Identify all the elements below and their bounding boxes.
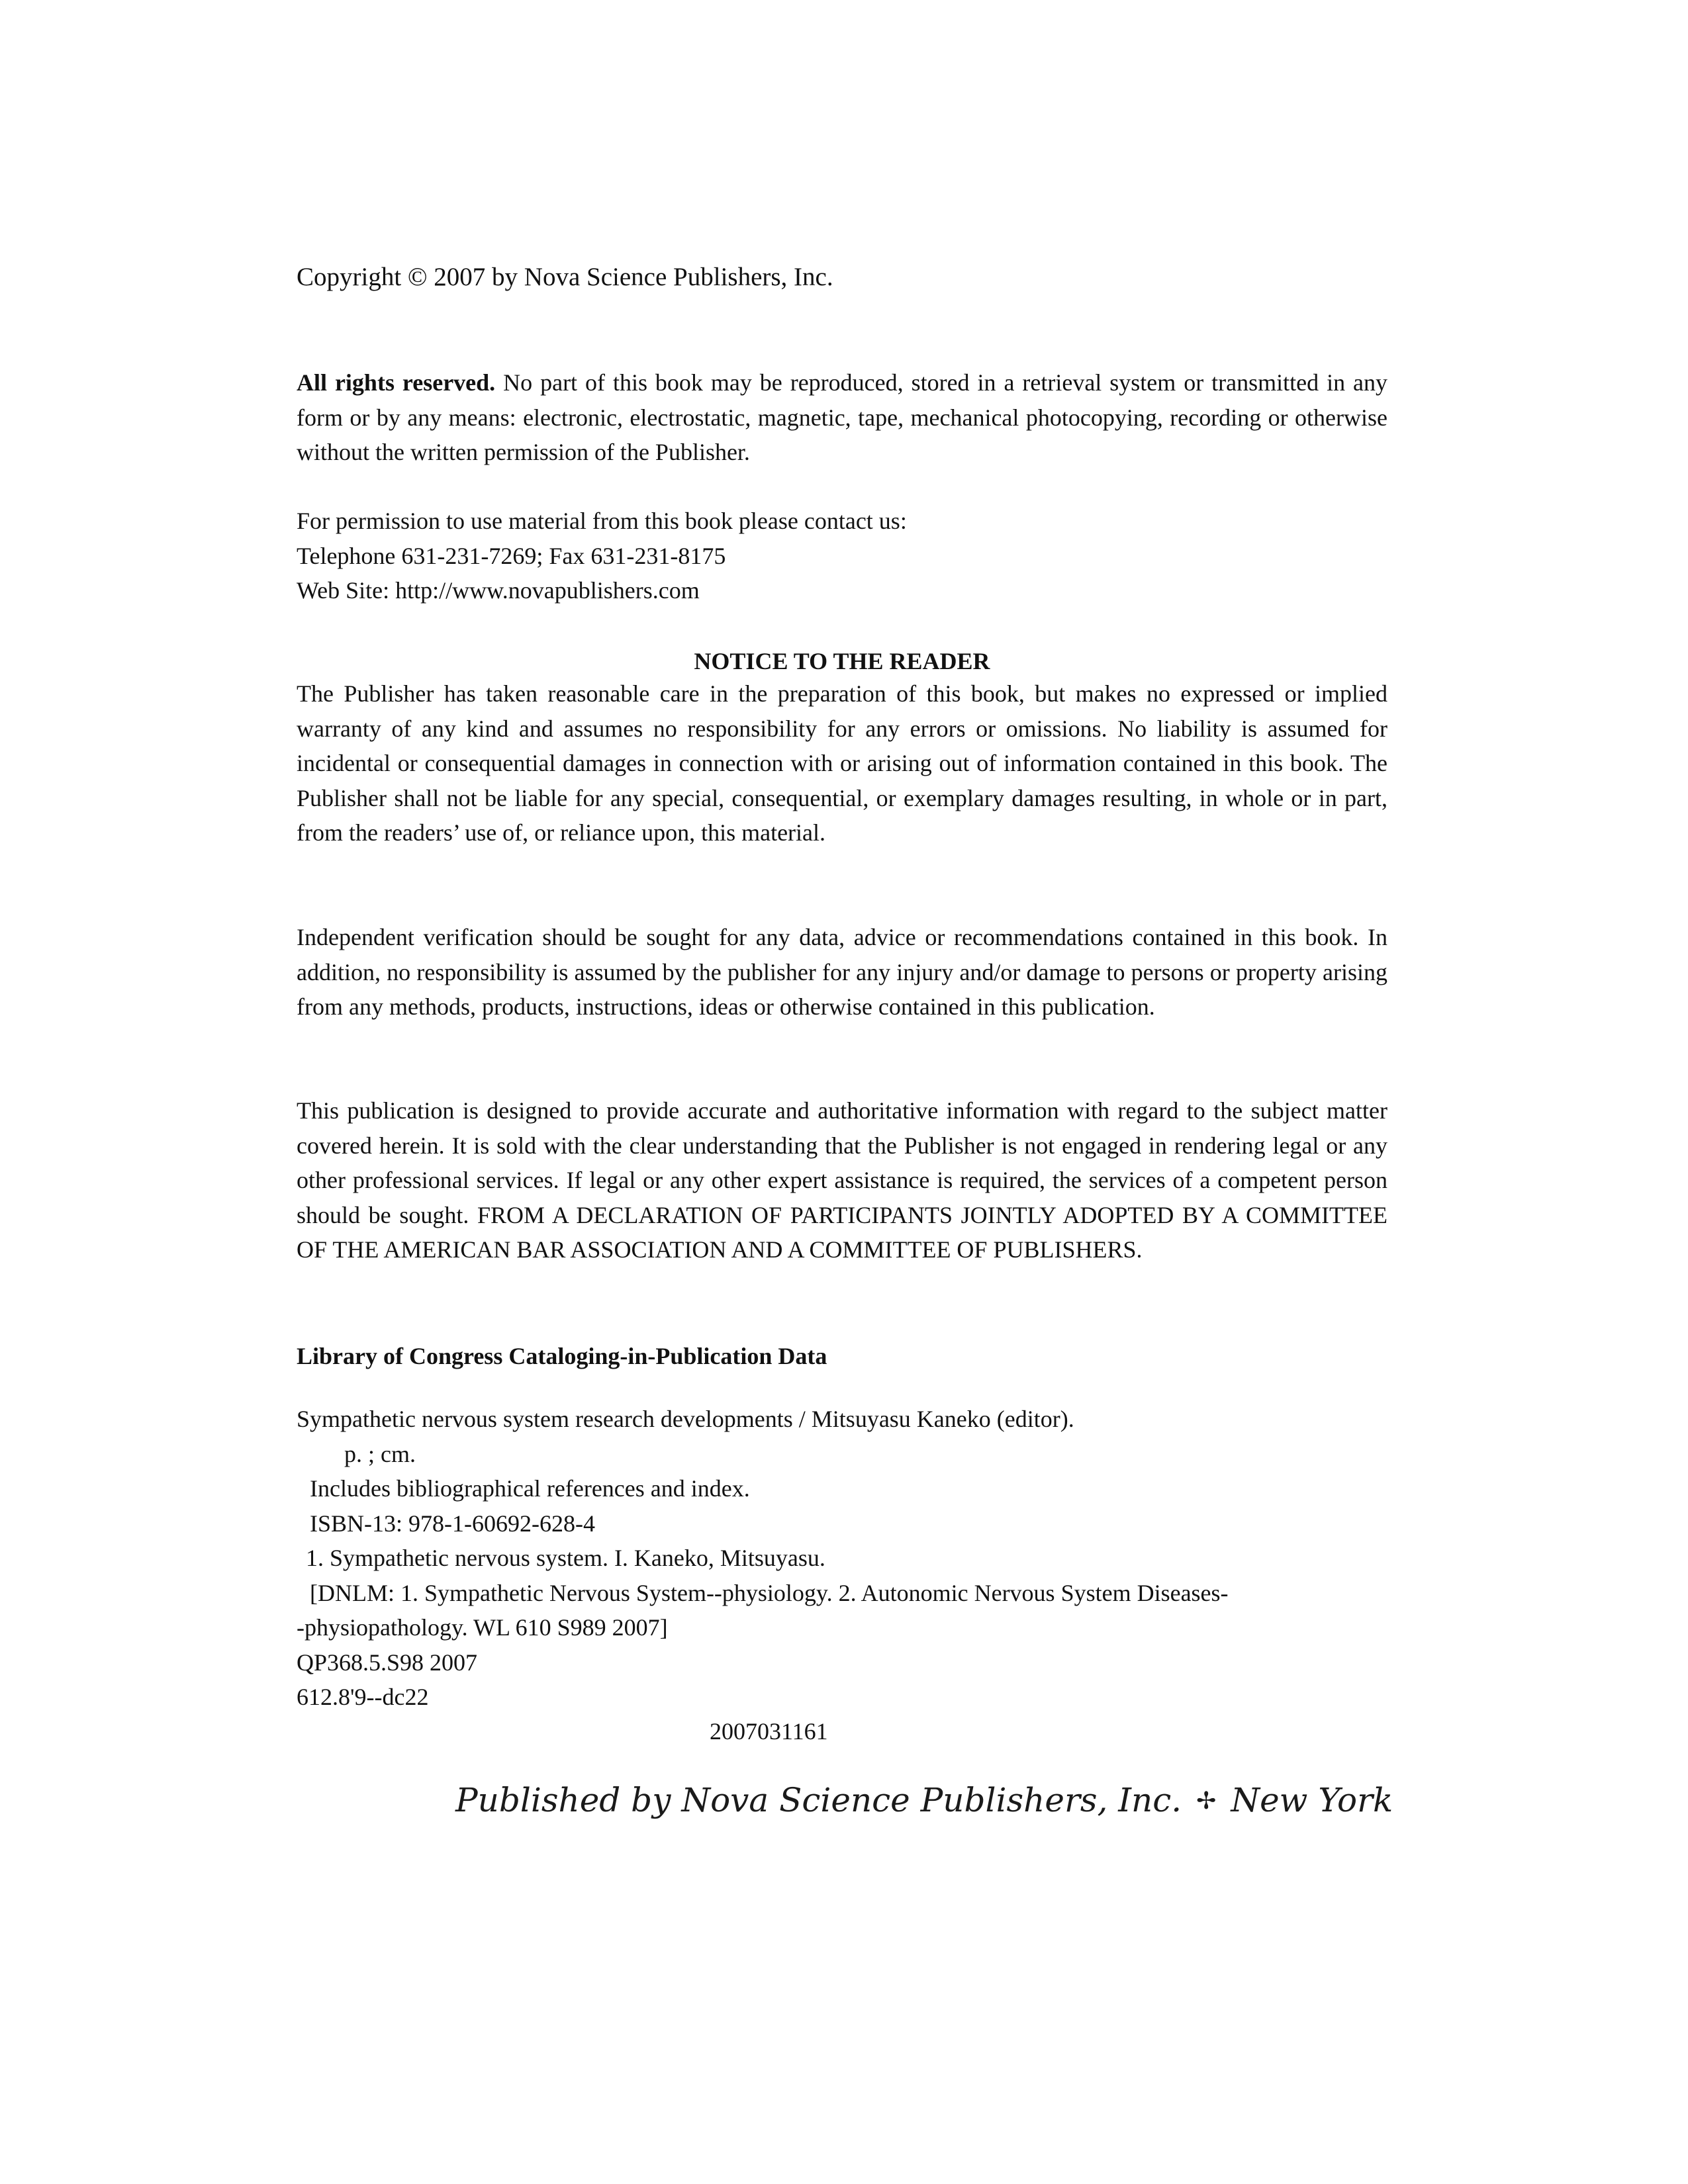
contact-block: [297, 504, 1387, 608]
catalog-isbn: ISBN-13: 978-1-60692-628-4: [310, 1510, 595, 1537]
rights-paragraph: [297, 365, 1387, 470]
contact-intro: For permission to use material from this book please contact us:: [297, 508, 907, 534]
notice-paragraph-3: This publication is designed to provide accurate and authoritative information with regard to the subject matter covered herein. It is sold with the clear understanding that the Publisher is not engaged in rendering legal or any other professional services. If legal or any other expert assistance is required, the services of a competent person should be sought. FROM A DECLARATION OF PARTICIPANTS JOINTLY ADOPTED BY A COMMITTEE OF THE AMERICAN BAR ASSOCIATION AND A COMMITTEE OF PUBLISHERS.: [297, 1097, 1387, 1263]
notice-paragraph-2: Independent verification should be sought for any data, advice or recommendations contained in this book. In addition, no responsibility is assumed by the publisher for any injury and/or damage to persons or property arising from any methods, products, instructions, ideas or otherwise contained in this publication.: [297, 924, 1387, 1020]
footer-publisher: Published by Nova Science Publishers, Inc.: [455, 1781, 1182, 1819]
catalog-lc-class: QP368.5.S98 2007: [297, 1649, 478, 1676]
catalog-dnlm-line-2: -physiopathology. WL 610 S989 2007]: [297, 1614, 668, 1641]
ornament-icon: ✢: [1196, 1788, 1217, 1815]
notice-heading: NOTICE TO THE READER: [694, 648, 990, 674]
catalog-dewey: 612.8'9--dc22: [297, 1684, 429, 1710]
catalog-bibliography: Includes bibliographical references and index.: [310, 1475, 750, 1502]
footer-city: New York: [1231, 1781, 1393, 1819]
copyright-notice: Copyright © 2007 by Nova Science Publishers, Inc.: [297, 263, 833, 291]
publisher-footer: [455, 1780, 1393, 1821]
catalog-title-line: Sympathetic nervous system research developments / Mitsuyasu Kaneko (editor).: [297, 1406, 1074, 1432]
cataloging-heading: Library of Congress Cataloging-in-Publication Data: [297, 1343, 827, 1369]
contact-website: Web Site: http://www.novapublishers.com: [297, 577, 700, 604]
contact-phone: Telephone 631-231-7269; Fax 631-231-8175: [297, 542, 726, 569]
notice-paragraph-1: The Publisher has taken reasonable care in the preparation of this book, but makes no expressed or implied warranty of any kind and assumes no responsibility for any errors or omissions. No liability is assumed for incidental or consequential damages in connection with or arising out of information contained in this book. The Publisher shall not be liable for any special, consequential, or exemplary damages resulting, in whole or in part, from the readers’ use of, or reliance upon, this material.: [297, 680, 1387, 846]
cataloging-record: [297, 1402, 1387, 1715]
catalog-lccn: 2007031161: [710, 1718, 828, 1745]
catalog-dnlm-line-1: [DNLM: 1. Sympathetic Nervous System--physiology. 2. Autonomic Nervous System Diseases-: [310, 1579, 1229, 1606]
rights-lead: All rights reserved.: [297, 369, 496, 396]
catalog-physical: p. ; cm.: [344, 1440, 416, 1467]
catalog-subjects: 1. Sympathetic nervous system. I. Kaneko, Mitsuyasu.: [306, 1545, 825, 1571]
rights-text: No part of this book may be reproduced, stored in a retrieval system or transmitted in any form or by any means: electronic, electrostatic, magnetic, tape, mechanical photocopying, recording or otherwise without the written permission of the Publisher.: [297, 369, 1388, 465]
